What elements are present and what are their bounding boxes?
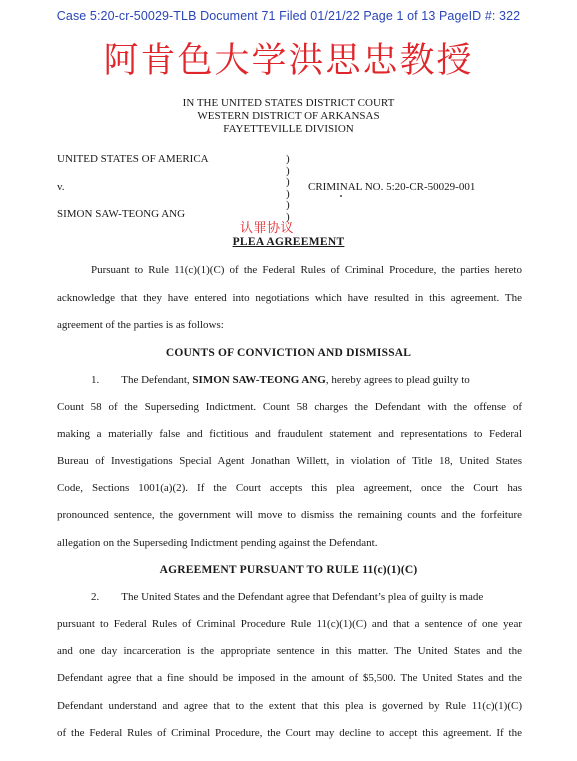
court-heading [0, 97, 577, 136]
paragraph-2-lead: The United States and the Defendant agree that Defendant’s plea of guilty is made [121, 591, 484, 603]
paragraph-1-first-line [91, 374, 522, 386]
paragraph-1-line: pronounced sentence, the government will move to dismiss the remaining counts and the forfeiture [57, 509, 522, 521]
paragraph-2-line: Defendant agree that a fine should be imposed in the amount of $5,500. The United States and the [57, 672, 522, 684]
caption-defendant: SIMON SAW-TEONG ANG [57, 208, 186, 220]
intro-line-3: agreement of the parties is as follows: [57, 319, 224, 331]
caption-paren: ) [286, 176, 290, 188]
intro-line-1: Pursuant to Rule 11(c)(1)(C) of the Federal Rules of Criminal Procedure, the parties hereto [91, 264, 522, 276]
paragraph-1-line: Code, Sections 1001(a)(2). If the Court accepts this plea agreement, once the Court has [57, 482, 522, 494]
caption-plaintiff: UNITED STATES OF AMERICA [57, 153, 209, 165]
scan-speck [340, 195, 342, 197]
chinese-title: 阿肯色大学洪思忠教授 [103, 41, 474, 81]
section-heading-rule: AGREEMENT PURSUANT TO RULE 11(c)(1)(C) [159, 564, 418, 576]
paragraph-1-line: Bureau of Investigations Special Agent Jonathan Willett, in violation of Title 18, United States [57, 455, 522, 467]
case-header-line: Case 5:20-cr-50029-TLB Document 71 Filed 01/21/22 Page 1 of 13 PageID #: 322 [56, 9, 521, 23]
paragraph-2-line: Defendant understand and agree that to the extent that this plea is governed by Rule 11(c)(1)(C) [57, 700, 522, 712]
paragraph-number: 1. [91, 374, 100, 386]
caption-paren: ) [286, 164, 290, 177]
chinese-stamp: 认罪协议 [240, 221, 295, 236]
paragraph-1-line: allegation on the Superseding Indictment pending against the Defendant. [57, 537, 378, 549]
caption-paren: ) [286, 210, 290, 223]
defendant-name: SIMON SAW-TEONG ANG [192, 374, 326, 386]
caption-versus: v. [57, 181, 65, 193]
document-title: PLEA AGREEMENT [232, 236, 345, 248]
caption-paren: ) [286, 153, 290, 165]
paragraph-2-line: and one day incarceration is the appropriate sentence in this matter. The United States and the [57, 645, 522, 657]
intro-line-2: acknowledge that they have entered into negotiations which have resulted in this agreement. The [57, 292, 522, 304]
court-line-1: IN THE UNITED STATES DISTRICT COURT [182, 97, 395, 109]
paragraph-1-line: Count 58 of the Superseding Indictment. Count 58 charges the Defendant with the offense of [57, 401, 522, 413]
caption-paren-column [286, 154, 290, 223]
paragraph-1-lead-tail: , hereby agrees to plead guilty to [325, 374, 470, 386]
section-heading-counts: COUNTS OF CONVICTION AND DISMISSAL [165, 347, 412, 359]
paragraph-2-first-line [91, 591, 522, 603]
paragraph-number: 2. [91, 591, 100, 603]
paragraph-1-lead: The Defendant, [121, 374, 193, 386]
court-line-3: FAYETTEVILLE DIVISION [223, 123, 354, 135]
paragraph-1-line: making a materially false and fictitious and fraudulent statement and representations to Federal [57, 428, 522, 440]
paragraph-2-line: pursuant to Federal Rules of Criminal Procedure Rule 11(c)(1)(C) and that a sentence of one year [57, 618, 522, 630]
court-line-2: WESTERN DISTRICT OF ARKANSAS [197, 110, 380, 122]
case-number: CRIMINAL NO. 5:20-CR-50029-001 [308, 181, 476, 193]
caption-paren: ) [286, 187, 290, 200]
paragraph-2-line: of the Federal Rules of Criminal Procedure, the Court may decline to accept this agreement. If the [57, 727, 522, 739]
caption-paren: ) [286, 199, 290, 211]
